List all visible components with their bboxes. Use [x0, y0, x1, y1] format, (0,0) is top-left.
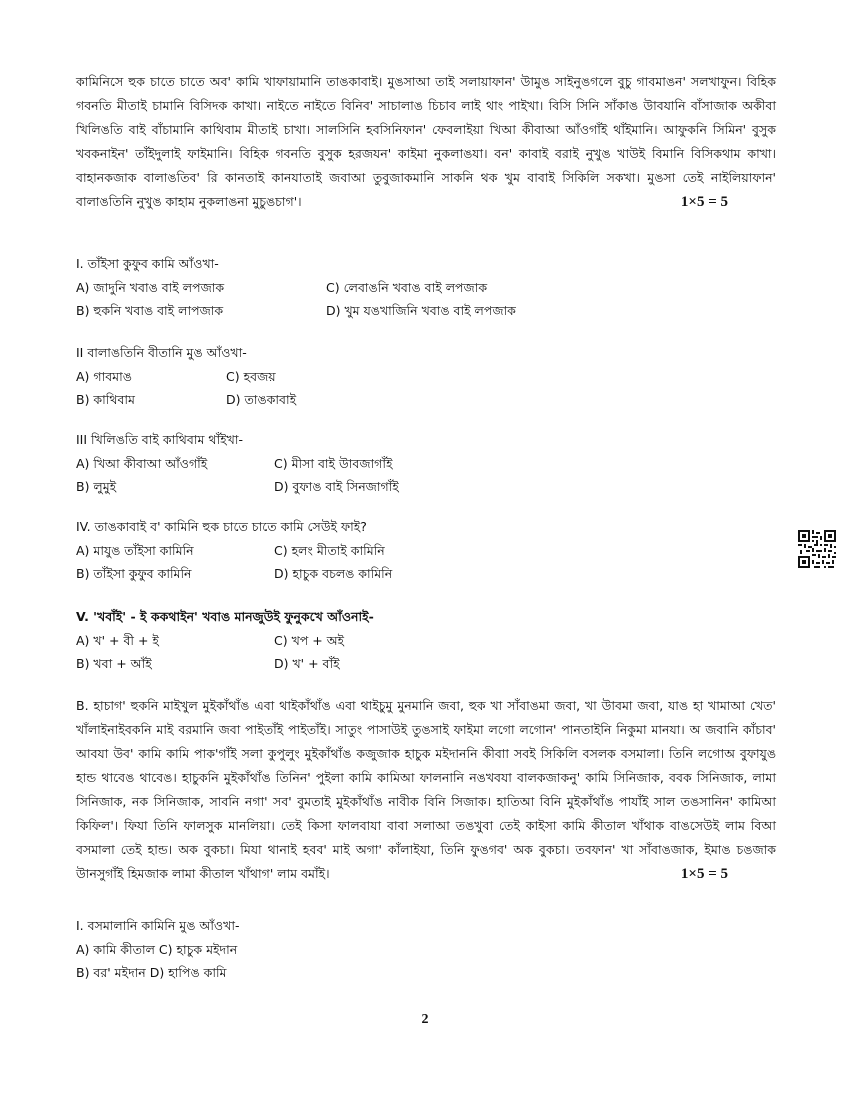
q1-option-c: C) লেবাঙনি খবাঙ বাই লপজাক	[326, 280, 488, 295]
q3-option-a: A) খিআ কীবাআ আঁওগাঁই	[76, 456, 208, 471]
question-6	[76, 914, 716, 984]
q5-option-b: B) খবা + আঁই	[76, 656, 152, 671]
q4-option-c: C) হলং মীতাই কামিনি	[274, 543, 385, 558]
q6-options-line-2: B) বর' মইদান D) হাপিঙ কামি	[76, 965, 227, 980]
question-1	[76, 252, 716, 322]
question-6-title: I. বসমালানি কামিনি মুঙ আঁওখা-	[76, 918, 240, 933]
passage-b-marks: 1×5 = 5	[680, 866, 728, 882]
question-5-title: V. 'খবাঁই' - ই ককথাইন' খবাঙ মানজুউই ফুনুকখে আঁওনাই-	[76, 609, 374, 624]
q3-option-b: B) লুমুই	[76, 479, 117, 494]
q2-option-b: B) কাথিবাম	[76, 392, 135, 407]
question-4-title: IV. তাঙকাবাই ব' কামিনি হুক চাতে চাতে কামি সেউই ফাই?	[76, 519, 367, 534]
question-2-title: II বালাঙতিনি বীতানি মুঙ আঁওখা-	[76, 345, 247, 360]
q4-option-a: A) মাযুঙ তাঁইসা কামিনি	[76, 543, 194, 558]
q4-option-b: B) তাঁইসা কুফুব কামিনি	[76, 566, 192, 581]
passage-a-text: কামিনিসে হুক চাতে চাতে অব' কামি খাফায়ামানি তাঙকাবাই। মুঙসাআ তাই সলায়াফান' উামুঙ সাইনুঙগলে বুচু গাবমাঙন' সলখাফুন। বিহিক গবনতি মীতাই চামানি বিসিদক কাখা। নাইতে নাইতে বিনিব' সাচালাঙ চিচাব লাই থাং পাইখা। বিসি সিনি সাঁকাঙ উাবযানি বাঁসাজাক অকীবা খিলিঙতি বাই বাঁচামানি কাথিবাম মীতাই চাখা। সালসিনি হবসিনিফান' ফেবলাইয়া খিআ কীবাআ আঁওগাঁই থাঁইমানি। আফুকনি সিমিন' বুসুক খবকনাইন' তাঁইদুলাই ফাইমানি। বিহিক গবনতি বুসুক হরজযন' কাইমা নুকলাঙযা। বন' কাবাই বরাই নুখুঙ খাউই বিমানি বিসিকথাম কাখা। বাহানকজাক বালাঙতিব' রি কানতাই কানযাতাই জবাআ তুবুজাকমানি সাকনি থক খুম বাবাই সিকিলি সকখা। মুঙসা তেই নাইলিয়াফান' বালাঙতিনি নুখুঙ কাহাম নুকলাঙনা মুচুঙচাগ'।	[76, 74, 776, 209]
passage-b	[76, 694, 776, 886]
q5-option-c: C) খপ + অই	[274, 633, 345, 648]
passage-a	[76, 70, 776, 214]
q1-option-b: B) হুকনি খবাঙ বাই লাপজাক	[76, 303, 224, 318]
q4-option-d: D) হাচুক বচলঙ কামিনি	[274, 566, 393, 581]
q3-option-d: D) বুফাঙ বাই সিনজাগাঁই	[274, 479, 399, 494]
q1-option-d: D) খুম যঙখাজিনি খবাঙ বাই লপজাক	[326, 303, 516, 318]
q2-option-c: C) হবজয়	[226, 369, 276, 384]
passage-a-marks: 1×5 = 5	[680, 194, 728, 210]
page-number: 2	[421, 1012, 429, 1027]
question-5	[76, 605, 716, 675]
q6-options-line-1: A) কামি কীতাল C) হাচুক মইদান	[76, 942, 238, 957]
question-4	[76, 515, 716, 585]
passage-b-text: B. হাচাগ' হুকনি মাইখুল মুইকাঁথাঁঙ এবা থাইকাঁথাঁঙ এবা থাইচুমু মুনমানি জবা, হুক খা সাঁবাঙমা জবা, খা উাবমা জবা, যাঙ হা খামাআ খেত' খাঁলাইনাইবকনি মাই বরমানি জবা পাইতাঁই পাইতাঁই। সাতুং পাসাউই তুঙসাই ফাইমা লগো লগোন' পানতাইনি নিকুমা মানযা। অ জবানি কাঁচাব' আবযা উব' কামি কামি পাক'গাঁই সলা কুপুলুং মুইকাঁথাঁঙ কজুজাক হাচুক মইদাননি কীবাা সবই সিকিলি বসলক বসমালা। তিনি লগোঅ বুফাযুঙ হান্ড থাবেঙ থাবেঙ। হাচুকনি মুইকাঁথাঁঙ তিনিন' পুইলা কামি কামিআ ফালনানি নঙখবযা বালকজাকনু' কামি সিনিজাক, ববক সিনিজাক, লামা সিনিজাক, নক সিনিজাক, সাবনি নগা' সব' বুমতাই মুইকাঁথাঁঙ নাবীক বিনি সিজাক। হাতিআ বিনি মুইকাঁথাঁঙ পাযাঁই সাল তঙসানিন' কামিআ কিফিল'। ফিযা তিনি ফালসুক মানলিয়া। তেই কিসা ফালবাযা বাবা সলাআ তঙখুবা তেই কাইসা কামি কীতাল খাঁথাক বাঙসেউই লাম বিআ বসমালা তেই হান্ড। অক বুকচা। মিযা থানাই হবব' মাই অগা' কাঁলাইযা, তিনি ফুঙগব' অক বুকচা। তবফান' খা সাঁবাঙজাক, ইমাঙ চঙজাক উানসুগাঁই হিমজাক লামা কীতাল খাঁথাগ' লাম বমাঁই।	[76, 698, 776, 881]
q5-option-d: D) খ' + বাঁই	[274, 656, 340, 671]
q5-option-a: A) খ' + বী + ই	[76, 633, 159, 648]
qr-code	[798, 530, 836, 568]
question-2	[76, 341, 716, 411]
q1-option-a: A) জাদুনি খবাঙ বাই লপজাক	[76, 280, 225, 295]
q2-option-a: A) গাবমাঙ	[76, 369, 132, 384]
question-3-title: III খিলিঙতি বাই কাথিবাম থাঁইখা-	[76, 432, 243, 447]
q3-option-c: C) মীসা বাই উাবজাগাঁই	[274, 456, 393, 471]
question-1-title: I. তাঁইসা কুফুব কামি আঁওখা-	[76, 256, 219, 271]
q2-option-d: D) তাঙকাবাই	[226, 392, 297, 407]
question-3	[76, 428, 716, 498]
